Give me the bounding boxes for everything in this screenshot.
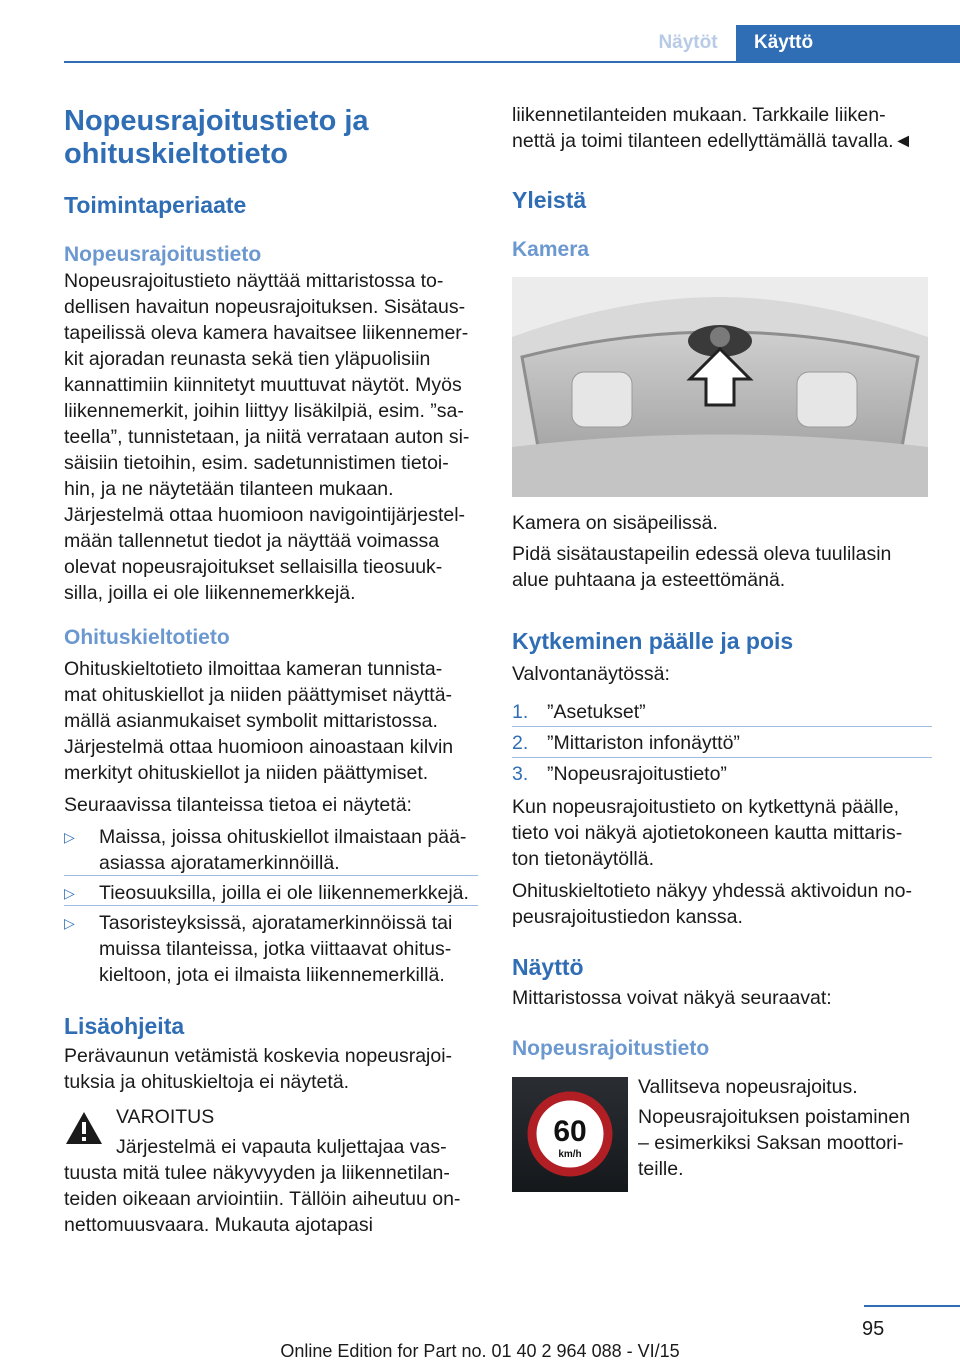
step-number: 3. bbox=[512, 763, 529, 785]
text-line: säisiin tietoihin, esim. sadetunnistimen tietoi‐ bbox=[64, 452, 449, 474]
section-heading-onoff: Kytkeminen päälle ja pois bbox=[512, 628, 794, 654]
subheading-overtake-info: Ohituskieltotieto bbox=[64, 626, 230, 649]
text-line: teiden oikeaan arviointiin. Tällöin aiheutuu on‐ bbox=[64, 1188, 461, 1210]
step-text: ”Asetukset” bbox=[547, 701, 646, 723]
text-line: – esimerkiksi Saksan moottori‐ bbox=[638, 1132, 904, 1154]
text-line: alue puhtaana ja esteettömänä. bbox=[512, 569, 786, 591]
text-line: kieltoon, jota ei ilmaista liikennemerkillä. bbox=[99, 964, 445, 986]
continued-paragraph bbox=[512, 102, 913, 154]
text-line: Tieosuuksilla, joilla ei ole liikennemerkkejä. bbox=[99, 882, 469, 904]
overtake-paragraph bbox=[64, 656, 453, 786]
text-line: teella”, tunnistetaan, ja niitä verrataan auton si‐ bbox=[64, 426, 470, 448]
step-number: 2. bbox=[512, 732, 529, 754]
onoff-intro: Valvontanäytössä: bbox=[512, 663, 670, 685]
text-line: asiassa ajoratamerkinnöillä. bbox=[99, 852, 340, 874]
sign-value: 60 bbox=[553, 1115, 587, 1148]
speed-limit-sign-icon bbox=[512, 1077, 628, 1192]
text-line: peusrajoitustiedon kanssa. bbox=[512, 906, 743, 928]
text-line: olevat nopeusrajoitukset sellaisilla tieosuuk‐ bbox=[64, 556, 443, 578]
divider bbox=[512, 726, 932, 727]
divider bbox=[64, 905, 478, 906]
triangle-bullet-icon: ▷ bbox=[64, 885, 75, 901]
text-line: Perävaunun vetämistä koskevia nopeusrajoi‐ bbox=[64, 1045, 453, 1067]
step-text: ”Nopeusrajoitustieto” bbox=[547, 763, 727, 785]
section-heading-principle: Toimintaperiaate bbox=[64, 192, 247, 218]
page-title-line-1: Nopeusrajoitustieto ja bbox=[64, 105, 369, 137]
text-line: kit ajoradan reunasta sekä tien yläpuolisiin bbox=[64, 348, 431, 370]
subheading-speed-info: Nopeusrajoitustieto bbox=[64, 243, 262, 266]
text-line: teille. bbox=[638, 1158, 684, 1180]
section-heading-more: Lisäohjeita bbox=[64, 1013, 185, 1039]
step-number: 1. bbox=[512, 701, 529, 723]
header-rule bbox=[64, 61, 960, 63]
text-line: Nopeusrajoituksen poistaminen bbox=[638, 1106, 911, 1128]
section-heading-general: Yleistä bbox=[512, 187, 587, 213]
sign-description-2 bbox=[638, 1104, 910, 1182]
text-line: Ohituskieltotieto ilmoittaa kameran tunnista‐ bbox=[64, 658, 443, 680]
text-line: tapeilissä oleva kamera havaitsee liikennemer‐ bbox=[64, 322, 469, 344]
situations-intro: Seuraavissa tilanteissa tietoa ei näytetä: bbox=[64, 794, 412, 816]
text-line: liikennetilanteiden mukaan. Tarkkaile liiken‐ bbox=[512, 104, 886, 126]
text-line: mään tallennetut tiedot ja näyttää voimassa bbox=[64, 530, 440, 552]
triangle-bullet-icon: ▷ bbox=[64, 915, 75, 931]
speed-limit-display-image bbox=[512, 1077, 628, 1192]
divider bbox=[64, 875, 478, 876]
text-line: Tasoristeyksissä, ajoratamerkinnöissä tai bbox=[99, 912, 453, 934]
text-line: nettä ja toimi tilanteen edellyttämällä tavalla.◄ bbox=[512, 130, 913, 152]
text-line: mat ohituskiellot ja niiden päättymiset näyttä‐ bbox=[64, 684, 453, 706]
warning-title: VAROITUS bbox=[116, 1106, 215, 1128]
text-line: hin, ja ne näytetään tilanteen mukaan. bbox=[64, 478, 394, 500]
text-line: tuusta mitä tulee näkyvyyden ja liikennetilan‐ bbox=[64, 1162, 450, 1184]
onoff-paragraph-2 bbox=[512, 878, 912, 930]
step-text: ”Mittariston infonäyttö” bbox=[547, 732, 740, 754]
camera-paragraph bbox=[512, 541, 891, 593]
text-line: Järjestelmä ottaa huomioon navigointijärjestel‐ bbox=[64, 504, 466, 526]
text-line: Kun nopeusrajoitustieto on kytkettynä päälle, bbox=[512, 796, 900, 818]
text-line: Pidä sisätaustapeilin edessä oleva tuulilasin bbox=[512, 543, 892, 565]
text-line: muissa tilanteissa, jotka viittaavat ohitus‐ bbox=[99, 938, 452, 960]
more-paragraph bbox=[64, 1043, 452, 1095]
text-line: Maissa, joissa ohituskiellot ilmaistaan pää‐ bbox=[99, 826, 467, 848]
text-line: liikennemerkit, joihin liittyy lisäkilpiä, esim. ”sa‐ bbox=[64, 400, 464, 422]
text-line: mällä asianmukaiset symbolit mittaristossa. bbox=[64, 710, 438, 732]
sign-description-1: Vallitseva nopeusrajoitus. bbox=[638, 1076, 858, 1098]
camera-caption: Kamera on sisäpeilissä. bbox=[512, 512, 718, 534]
warning-triangle-icon bbox=[64, 1110, 104, 1146]
edition-footer: Online Edition for Part no. 01 40 2 964 088 - VI/15 bbox=[280, 1341, 680, 1361]
text-line: tuksia ja ohituskieltoja ei näytetä. bbox=[64, 1071, 350, 1093]
tab-kaytto[interactable]: Käyttö bbox=[736, 25, 960, 61]
footer-rule bbox=[864, 1305, 960, 1307]
tab-naytot[interactable]: Näytöt bbox=[658, 32, 718, 53]
triangle-bullet-icon: ▷ bbox=[64, 829, 75, 845]
subheading-camera: Kamera bbox=[512, 238, 590, 261]
page-number: 95 bbox=[862, 1318, 885, 1340]
display-intro: Mittaristossa voivat näkyä seuraavat: bbox=[512, 987, 832, 1009]
divider bbox=[512, 757, 932, 758]
text-line: Nopeusrajoitustieto näyttää mittaristossa to‐ bbox=[64, 270, 444, 292]
page-title-line-2: ohituskieltotieto bbox=[64, 138, 288, 170]
section-heading-display: Näyttö bbox=[512, 954, 584, 980]
text-line: nettomuusvaara. Mukauta ajotapasi bbox=[64, 1214, 373, 1236]
text-line: ton tietonäytöllä. bbox=[512, 848, 655, 870]
text-line: silla, joilla ei ole liikennemerkkejä. bbox=[64, 582, 356, 604]
text-line: dellisen havaitun nopeusrajoituksen. Sisätaus‐ bbox=[64, 296, 466, 318]
sign-unit: km/h bbox=[558, 1149, 582, 1160]
text-line: Ohituskieltotieto näkyy yhdessä aktivoidun no‐ bbox=[512, 880, 912, 902]
speed-paragraph bbox=[64, 268, 469, 606]
text-line: tieto voi näkyä ajotietokoneen kautta mittaris‐ bbox=[512, 822, 903, 844]
warning-first-line: Järjestelmä ei vapauta kuljettajaa vas‐ bbox=[116, 1136, 447, 1158]
text-line: kannattimiin kiinnitetyt muuttuvat näytöt. Myös bbox=[64, 374, 462, 396]
onoff-paragraph bbox=[512, 794, 902, 872]
warning-text bbox=[64, 1160, 460, 1238]
camera-photo bbox=[512, 277, 928, 497]
subheading-speed-info-2: Nopeusrajoitustieto bbox=[512, 1037, 710, 1060]
text-line: merkityt ohituskiellot ja niiden päättymiset. bbox=[64, 762, 429, 784]
text-line: Järjestelmä ottaa huomioon ainoastaan kilvin bbox=[64, 736, 454, 758]
